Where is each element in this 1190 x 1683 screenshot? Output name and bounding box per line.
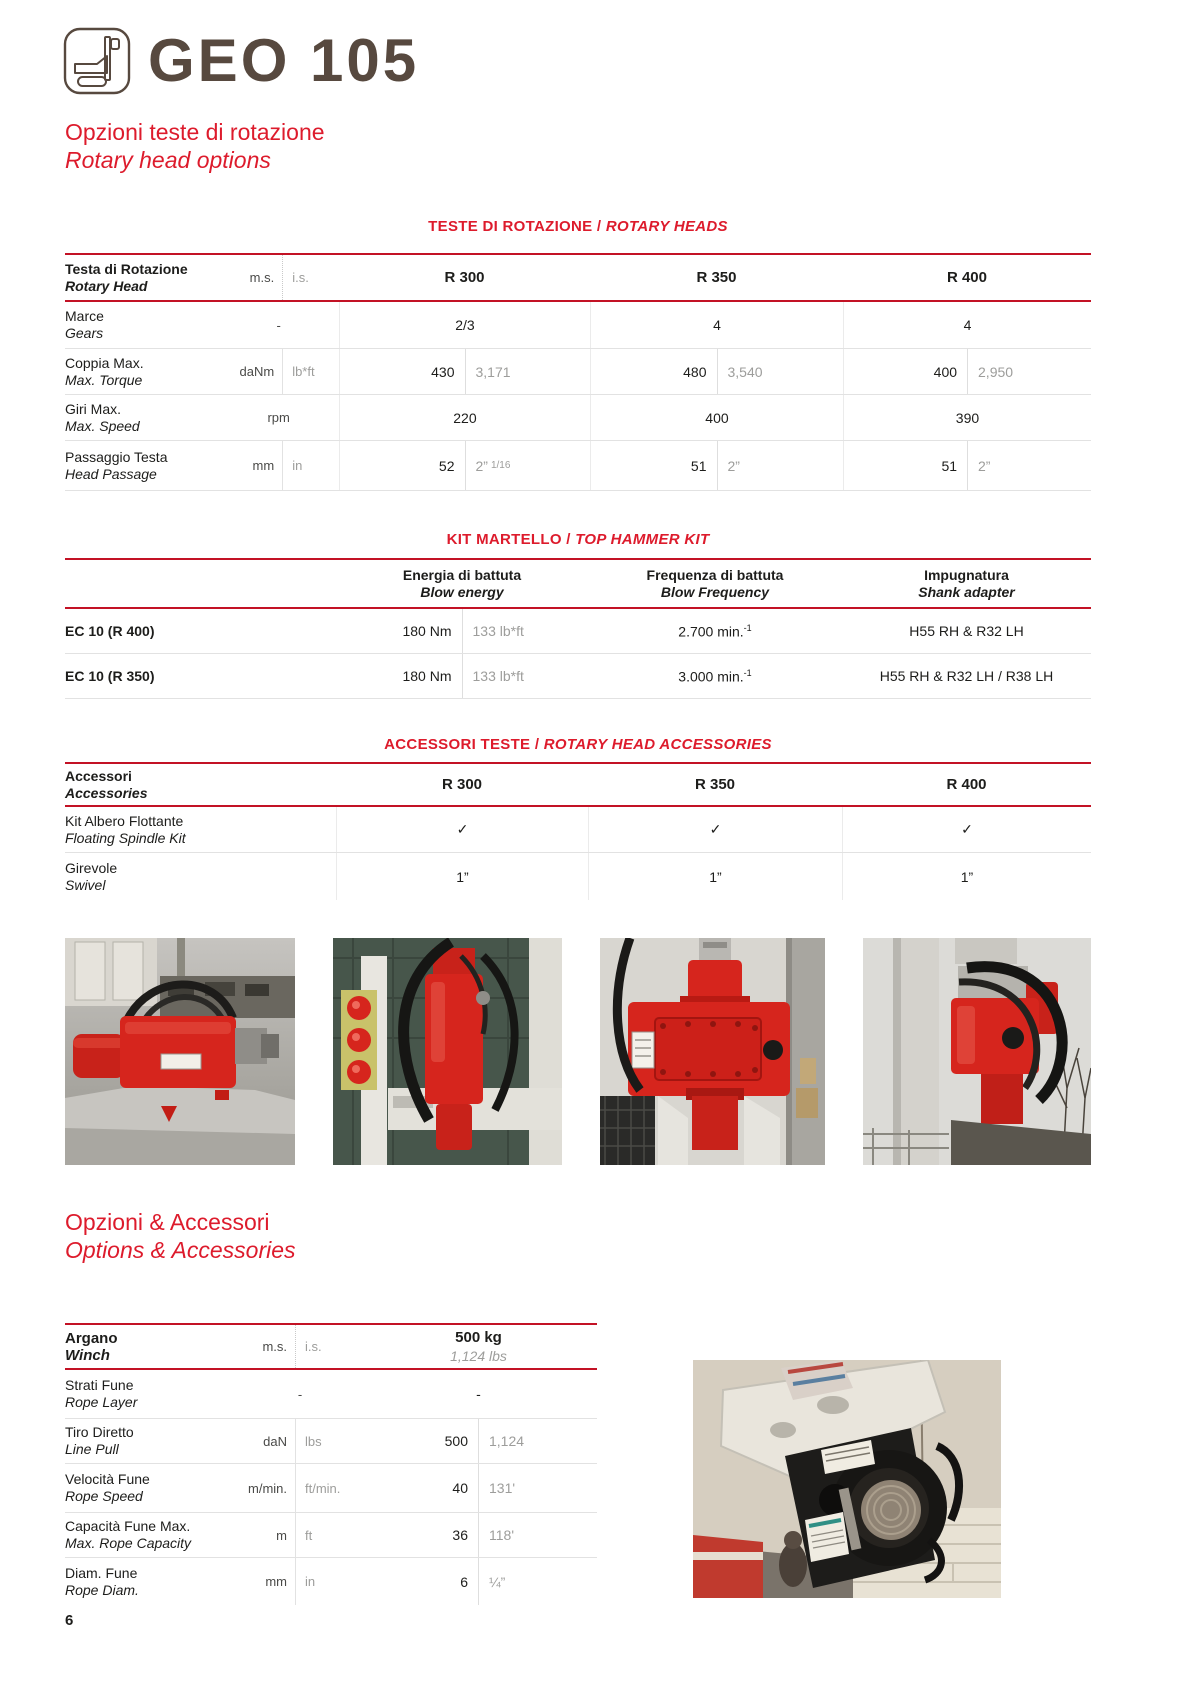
unit-metric: mm: [252, 458, 275, 473]
unit-imperial: ft: [295, 1513, 360, 1557]
model-header-r300: R 300: [444, 269, 485, 286]
value-cell: 2/3: [339, 302, 590, 348]
row-label-it: Capacità Fune Max.: [65, 1518, 191, 1534]
row-label-en: Rope Diam.: [65, 1581, 139, 1598]
value-cell: 400: [590, 395, 843, 440]
unit-imperial: in: [295, 1558, 360, 1605]
blow-energy-cell: 180 Nm 133 lb*ft: [336, 609, 588, 653]
options-heading: [65, 1208, 296, 1264]
value-cell: 390: [843, 395, 1091, 440]
checkmark-icon: ✓: [456, 821, 469, 837]
column-header-blow-frequency: Frequenza di battuta Blow Frequency: [646, 566, 784, 600]
value-cell: 480 3,540: [590, 349, 843, 394]
unit-cell: rpm: [267, 410, 290, 425]
value-cell: 4: [590, 302, 843, 348]
value-cell: 51 2”: [843, 441, 1091, 490]
model-header-r350: R 350: [694, 776, 736, 793]
winch-capacity-metric: 500 kg: [455, 1328, 502, 1346]
table-row: [65, 394, 1091, 440]
value-cell: 51 2”: [590, 441, 843, 490]
table-row: [65, 1463, 597, 1512]
row-label-en: Floating Spindle Kit: [65, 829, 186, 846]
row-label-it: Tiro Diretto: [65, 1424, 134, 1440]
blow-frequency-cell: 2.700 min.$^{-1}$: [678, 622, 752, 640]
unit-metric: mm: [265, 1574, 287, 1589]
checkmark-icon: ✓: [961, 821, 973, 837]
table-header-row: [65, 253, 1091, 302]
blow-frequency-cell: 3.000 min.$^{-1}$: [678, 667, 752, 685]
page-number: 6: [65, 1612, 74, 1629]
value-cell: 1”: [588, 853, 842, 900]
table-row: [65, 1418, 597, 1463]
unit-metric: m/min.: [248, 1480, 287, 1496]
accessories-table: [65, 762, 1091, 900]
row-label-en: Head Passage: [65, 465, 157, 482]
shank-adapter-cell: H55 RH & R32 LH: [909, 623, 1024, 639]
imperial-system-header: i.s.: [282, 255, 339, 300]
metric-system-header: m.s.: [249, 270, 275, 285]
table-row: [65, 1370, 597, 1418]
table-header-row: [65, 762, 1091, 807]
rotary-head-photo-strip: [65, 938, 1091, 1165]
imperial-system-header: i.s.: [295, 1325, 360, 1368]
table-row: [65, 653, 1091, 698]
winch-label-it: Argano: [65, 1329, 118, 1347]
checkmark-icon: ✓: [709, 821, 722, 837]
model-header-r350: R 350: [696, 269, 737, 286]
unit-metric: daN: [263, 1433, 287, 1449]
table-row: [65, 1557, 597, 1605]
row-label-en: Max. Speed: [65, 417, 140, 434]
table-row: [65, 302, 1091, 348]
rotary-heads-title: TESTE DI ROTAZIONE / ROTARY HEADS: [428, 218, 728, 235]
unit-metric: daNm: [239, 364, 275, 379]
table-row: [65, 440, 1091, 490]
column-label-en: Rotary Head: [65, 277, 148, 294]
column-label-it: Accessori: [65, 767, 132, 784]
unit-imperial: in: [282, 441, 339, 490]
value-cell: 220: [339, 395, 590, 440]
row-label: EC 10 (R 400): [65, 622, 155, 639]
options-heading-italian: Opzioni & Accessori: [65, 1209, 270, 1235]
unit-cell: -: [276, 317, 281, 333]
metric-system-header: m.s.: [262, 1339, 287, 1354]
row-label-en: Max. Rope Capacity: [65, 1535, 192, 1551]
rotary-head-photo-outdoor: [863, 938, 1091, 1165]
page-title: GEO 105: [148, 27, 420, 94]
value-cell: 52 2” 1/16: [339, 441, 590, 490]
geo-logo-icon: [63, 27, 131, 95]
row-label-en: Max. Torque: [65, 371, 143, 388]
value-cell: 40 131': [360, 1464, 597, 1512]
row-label-it: Kit Albero Flottante: [65, 812, 184, 829]
row-label-it: Diam. Fune: [65, 1564, 138, 1581]
winch-label-en: Winch: [65, 1346, 110, 1364]
column-header-shank-adapter: Impugnatura Shank adapter: [918, 566, 1015, 600]
subtitle-english: Rotary head options: [65, 147, 271, 173]
table-row: [65, 1512, 597, 1557]
row-label-it: Coppia Max.: [65, 354, 144, 371]
accessories-title: ACCESSORI TESTE / ROTARY HEAD ACCESSORIES: [384, 736, 772, 753]
value-cell: 4: [843, 302, 1091, 348]
value-cell: 36 118': [360, 1513, 597, 1557]
table-header-row: [65, 558, 1091, 609]
unit-metric: m: [276, 1527, 287, 1543]
winch-capacity-imperial: 1,124 lbs: [450, 1347, 507, 1364]
value-cell: 6 ¼”: [360, 1558, 597, 1605]
subtitle-italian: Opzioni teste di rotazione: [65, 119, 325, 145]
rotary-head-photo-gearbox-closeup: [600, 938, 825, 1165]
shank-adapter-cell: H55 RH & R32 LH / R38 LH: [879, 668, 1054, 684]
value-cell: 500 1,124: [360, 1419, 597, 1463]
rotary-head-photo-mast-green: [333, 938, 562, 1165]
section-subtitle: [65, 118, 325, 174]
checkmark-cell: [588, 807, 842, 852]
row-label-en: Gears: [65, 325, 104, 341]
value-cell: 1”: [842, 853, 1091, 900]
model-header-r400: R 400: [946, 776, 987, 793]
unit-cell: -: [297, 1386, 303, 1402]
table-row: [65, 807, 1091, 852]
checkmark-cell: [336, 807, 588, 852]
row-label-en: Rope Layer: [65, 1394, 138, 1410]
row-label-it: Velocità Fune: [65, 1471, 150, 1487]
model-header-r300: R 300: [441, 776, 483, 793]
column-header-blow-energy: Energia di battuta Blow energy: [402, 566, 522, 600]
winch-capacity-cell: [360, 1325, 597, 1368]
value-cell: 400 2,950: [843, 349, 1091, 394]
row-label-it: Girevole: [65, 859, 118, 876]
unit-imperial: lbs: [295, 1419, 360, 1463]
value-cell: 430 3,171: [339, 349, 590, 394]
row-label-it: Marce: [65, 308, 104, 324]
hammer-kit-title: KIT MARTELLO / TOP HAMMER KIT: [446, 531, 710, 548]
table-row: [65, 852, 1091, 900]
unit-imperial: lb*ft: [282, 349, 339, 394]
row-label-en: Swivel: [65, 876, 106, 893]
table-header-row: [65, 1323, 597, 1370]
hammer-kit-table: [65, 558, 1091, 699]
row-label-it: Strati Fune: [65, 1377, 134, 1393]
winch-photo: [693, 1360, 1001, 1598]
table-row: [65, 348, 1091, 394]
blow-energy-cell: 180 Nm 133 lb*ft: [336, 654, 588, 698]
unit-imperial: ft/min.: [295, 1464, 360, 1512]
rotary-head-photo-workshop: [65, 938, 295, 1165]
winch-table: [65, 1323, 597, 1605]
value-cell: 1”: [336, 853, 588, 900]
rotary-heads-table: [65, 253, 1091, 491]
row-label-it: Giri Max.: [65, 400, 121, 417]
column-label-en: Accessories: [65, 784, 148, 801]
row-label: EC 10 (R 350): [65, 667, 155, 684]
model-header-r400: R 400: [946, 269, 987, 286]
options-heading-english: Options & Accessories: [65, 1237, 296, 1263]
value-cell: -: [476, 1386, 481, 1402]
row-label-en: Rope Speed: [65, 1488, 143, 1504]
row-label-it: Passaggio Testa: [65, 448, 168, 465]
table-row: [65, 609, 1091, 653]
column-label-it: Testa di Rotazione: [65, 260, 188, 277]
checkmark-cell: [842, 807, 1091, 852]
row-label-en: Line Pull: [65, 1441, 119, 1457]
